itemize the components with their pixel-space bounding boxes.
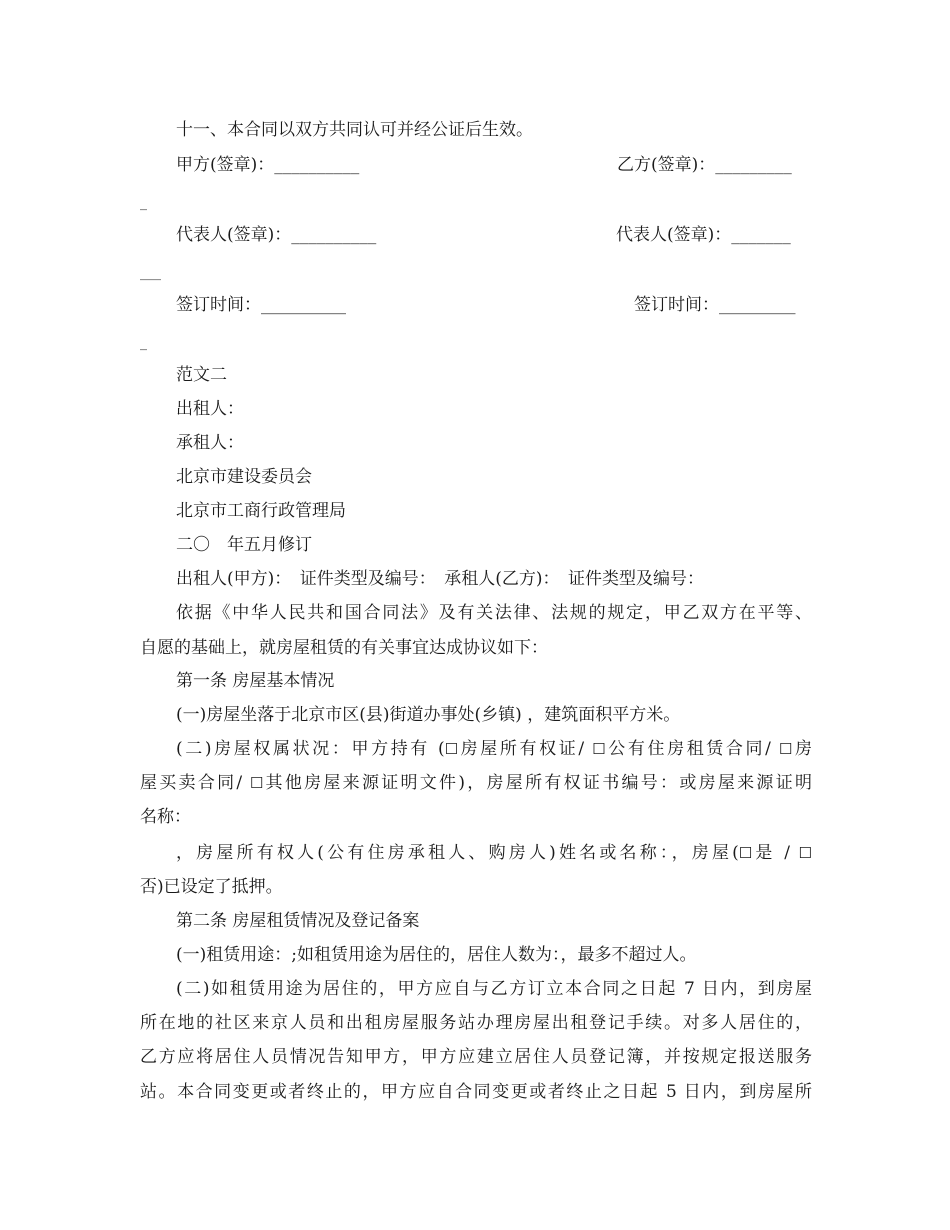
article-2-item-2-line-2: 所在地的社区来京人员和出租房屋服务站办理房屋出租登记手续。对多人居住的，: [140, 1013, 812, 1033]
article-1-item-2-line-1: (二)房屋权属状况：甲方持有 (☐房屋所有权证/ ☐公有住房租赁合同/ ☐房: [176, 739, 812, 759]
sample-title: 范文二: [176, 365, 227, 385]
article-2-title: 第二条 房屋租赁情况及登记备案: [176, 911, 420, 931]
representative-a-signature: 代表人(签章)：__________: [176, 225, 377, 245]
lessee-label: 承租人：: [176, 433, 244, 453]
signing-date-b-wrap: _: [140, 335, 147, 351]
party-a-signature: 甲方(签章)：__________: [176, 155, 360, 175]
article-2-item-2-line-3: 乙方应将居住人员情况告知甲方，甲方应建立居住人员登记簿，并按规定报送服务: [140, 1047, 812, 1067]
representative-b-signature-wrap: ___: [140, 265, 161, 281]
preamble-line-1: 依据《中华人民共和国合同法》及有关法律、法规的规定，甲乙双方在平等、: [176, 603, 812, 623]
checkbox-icon: ☐: [592, 740, 606, 758]
signing-date-b: 签订时间：_________: [634, 295, 796, 315]
preamble-line-2: 自愿的基础上，就房屋租赁的有关事宜达成协议如下：: [140, 638, 548, 658]
clause-11: 十一、本合同以双方共同认可并经公证后生效。: [176, 120, 533, 140]
article-2-item-1: (一)租赁用途：;如租赁用途为居住的，居住人数为：，最多不超过人。: [176, 945, 697, 965]
party-b-signature-wrap: _: [140, 195, 147, 211]
lessor-label: 出租人：: [176, 399, 244, 419]
article-1-title: 第一条 房屋基本情况: [176, 671, 335, 691]
issuer-industry-commerce-bureau: 北京市工商行政管理局: [176, 501, 346, 521]
checkbox-icon: ☐: [249, 774, 264, 792]
checkbox-icon: ☐: [778, 740, 793, 758]
revision-date: 二〇 年五月修订: [176, 535, 312, 555]
article-2-item-2-line-4: 站。本合同变更或者终止的，甲方应自合同变更或者终止之日起 5 日内，到房屋所: [140, 1082, 812, 1102]
parties-line: 出租人(甲方)： 证件类型及编号： 承租人(乙方)： 证件类型及编号：: [176, 569, 705, 589]
article-1-item-1: (一)房屋坐落于北京市区(县)街道办事处(乡镇) ，建筑面积平方米。: [176, 705, 681, 725]
issuer-construction-committee: 北京市建设委员会: [176, 467, 312, 487]
checkbox-icon: ☐: [444, 740, 459, 758]
checkbox-icon: ☐: [798, 844, 812, 862]
article-1-item-2-line-4: ，房屋所有权人(公有住房承租人、购房人)姓名或名称：，房屋(☐是 / ☐: [176, 843, 812, 863]
article-1-item-2-line-5: 否)已设定了抵押。: [140, 877, 283, 897]
article-1-item-2-line-3: 名称：: [140, 807, 191, 827]
representative-b-signature: 代表人(签章)：_______: [616, 225, 791, 245]
article-2-item-2-line-1: (二)如租赁用途为居住的，甲方应自与乙方订立本合同之日起 7 日内，到房屋: [176, 979, 812, 999]
signing-date-a: 签订时间：__________: [176, 295, 346, 315]
party-b-signature: 乙方(签章)：_________: [617, 155, 792, 175]
article-1-item-2-line-2: 屋买卖合同/ ☐其他房屋来源证明文件)，房屋所有权证书编号：或房屋来源证明: [140, 773, 812, 793]
checkbox-icon: ☐: [738, 844, 753, 862]
